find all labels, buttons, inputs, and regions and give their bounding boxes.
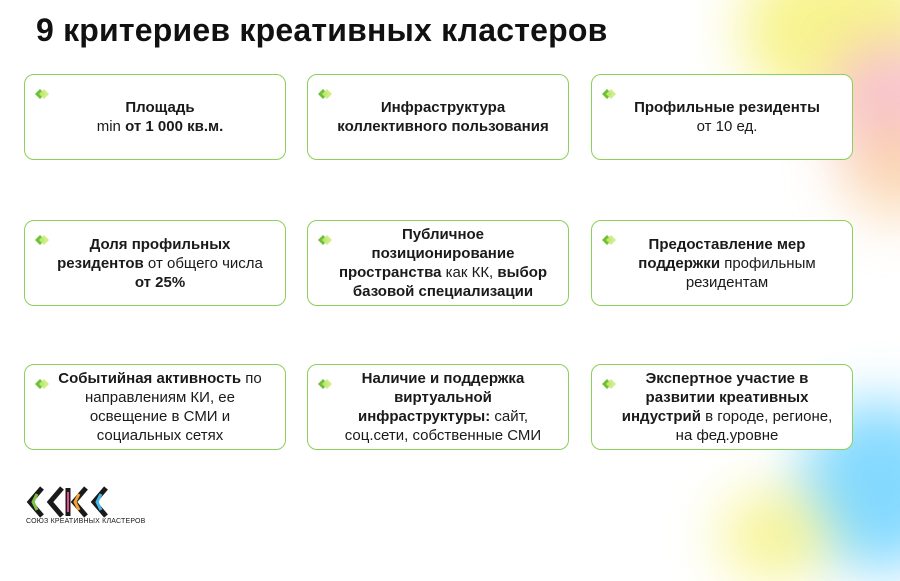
criterion-text-fragment: Профильные резиденты <box>634 99 820 116</box>
criterion-text-fragment: от 10 ед. <box>696 118 758 135</box>
criterion-text-fragment: социальных сетях <box>96 427 224 444</box>
criterion-text <box>339 225 547 301</box>
criterion-text-fragment: от 25% <box>134 273 186 291</box>
criterion-text-fragment: выбор <box>497 264 548 281</box>
diamond-bullet-icon <box>318 379 332 389</box>
criterion-text-fragment: позиционирование <box>371 245 515 262</box>
criterion-text-fragment: профильным <box>720 254 816 272</box>
diamond-bullet-icon <box>35 235 49 245</box>
criterion-card-6 <box>591 220 853 306</box>
criterion-text-fragment: индустрий <box>621 408 701 425</box>
criterion-text-fragment: инфраструктуры: <box>357 408 491 425</box>
criterion-text-fragment: развитии креативных <box>645 389 809 406</box>
diamond-bullet-icon <box>35 379 49 389</box>
criterion-text <box>634 98 820 136</box>
criterion-card-7 <box>24 364 286 450</box>
diamond-bullet-icon <box>602 235 616 245</box>
criterion-text-fragment: Событийная активность <box>58 370 242 387</box>
criterion-text <box>345 369 541 445</box>
criterion-text-fragment: направлениям КИ, ее <box>85 389 235 406</box>
criterion-text-fragment: min <box>96 118 126 135</box>
criterion-text-fragment: поддержки <box>638 254 721 272</box>
criterion-card-3 <box>591 74 853 160</box>
criterion-card-2 <box>307 74 569 160</box>
criterion-card-8 <box>307 364 569 450</box>
criterion-text-fragment: коллективного пользования <box>337 118 549 135</box>
criterion-text-fragment: виртуальной <box>394 389 492 406</box>
criterion-text-fragment: от общего числа <box>143 254 263 272</box>
diamond-bullet-icon <box>318 235 332 245</box>
criterion-text-fragment: в городе, регионе, <box>701 408 833 425</box>
criterion-text-fragment: Площадь <box>125 99 195 116</box>
criterion-card-1 <box>24 74 286 160</box>
decor-blob-yellow-bottom <box>720 491 830 581</box>
diamond-bullet-icon <box>602 379 616 389</box>
criterion-card-9 <box>591 364 853 450</box>
criterion-text <box>622 369 833 445</box>
criterion-text <box>57 235 263 292</box>
criterion-text <box>97 98 224 136</box>
criterion-text-fragment: Наличие и поддержка <box>361 370 525 387</box>
criterion-text-fragment: как КК, <box>441 264 498 281</box>
criterion-text-fragment: пространства <box>338 264 442 281</box>
criterion-text <box>638 235 815 292</box>
criterion-text-fragment: по <box>241 370 262 387</box>
criterion-text-fragment: на фед.уровне <box>675 427 779 444</box>
criterion-text-fragment: сайт, <box>490 408 528 425</box>
criterion-text-fragment: базовой специализации <box>352 283 534 300</box>
criterion-card-5 <box>307 220 569 306</box>
criterion-text-fragment: соц.сети, собственные СМИ <box>344 427 542 444</box>
criterion-card-4 <box>24 220 286 306</box>
diamond-bullet-icon <box>602 89 616 99</box>
criterion-text-fragment: от 1 000 кв.м. <box>125 118 224 135</box>
criterion-text-fragment: Экспертное участие в <box>645 370 809 387</box>
criterion-text-fragment: Публичное <box>401 226 485 243</box>
criterion-text-fragment: Инфраструктура <box>380 99 506 116</box>
criterion-text-fragment: резидентов <box>57 254 144 272</box>
criterion-text-fragment: освещение в СМИ и <box>89 408 231 425</box>
logo-caption: СОЮЗ КРЕАТИВНЫХ КЛАСТЕРОВ <box>26 518 146 525</box>
criterion-text <box>58 369 261 445</box>
criterion-text-fragment: резидентам <box>685 273 769 291</box>
criterion-text <box>337 98 548 136</box>
criterion-text-fragment: Предоставление мер <box>648 235 806 253</box>
criterion-text-fragment: Доля профильных <box>89 235 231 253</box>
diamond-bullet-icon <box>318 89 332 99</box>
slide-title: 9 критериев креативных кластеров <box>36 12 608 48</box>
diamond-bullet-icon <box>35 89 49 99</box>
